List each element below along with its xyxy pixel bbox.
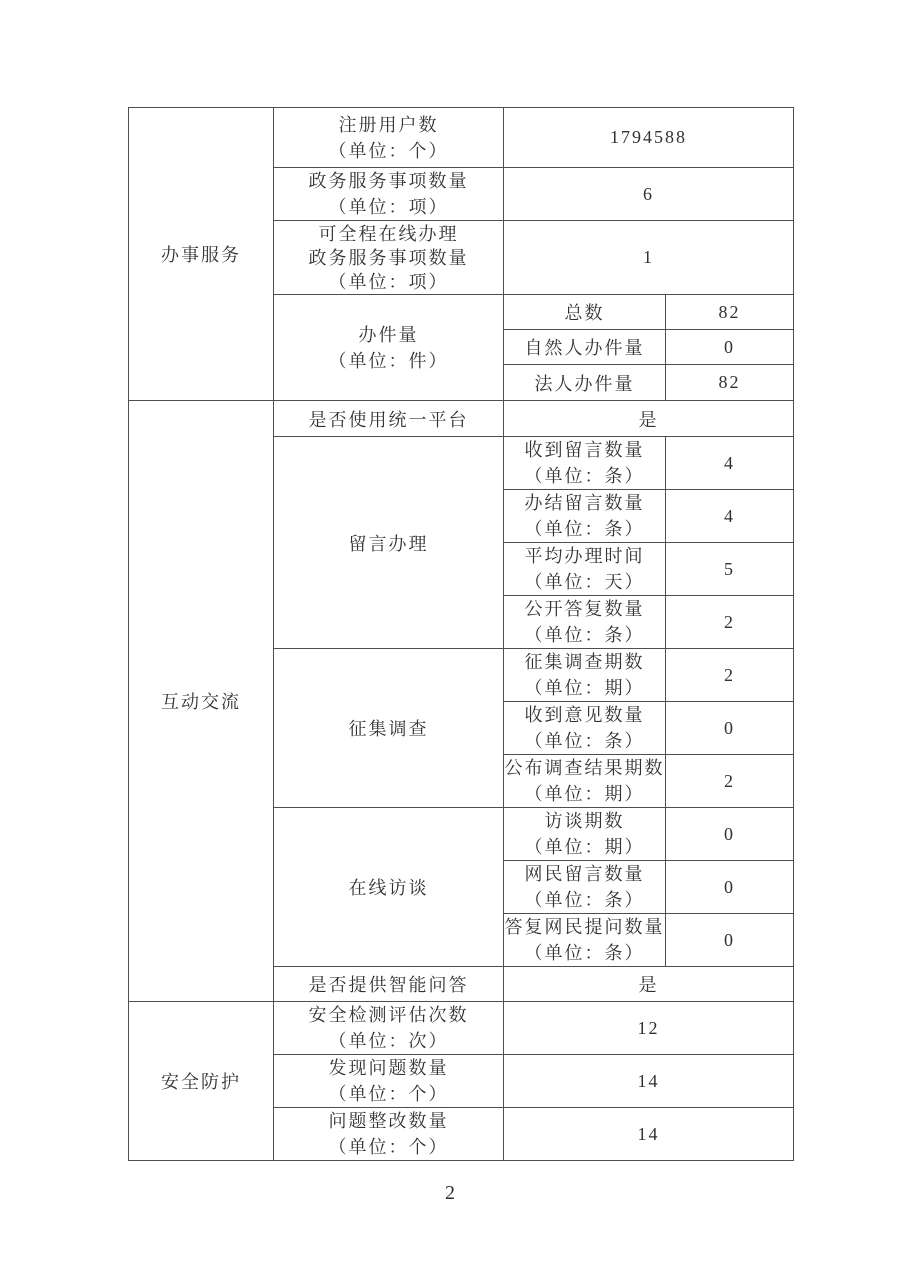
submetric-value: 82 — [666, 365, 794, 401]
submetric-label — [504, 914, 666, 967]
metric-unit-text: （单位：项） — [328, 197, 449, 217]
metric-label-text: 安全检测评估次数 — [308, 1005, 469, 1025]
submetric-label — [504, 490, 666, 543]
metric-label-text: 问题整改数量 — [328, 1111, 449, 1131]
submetric-label-text: 征集调查期数 — [524, 652, 645, 672]
submetric-label: 总数 — [504, 295, 666, 330]
group-label-survey: 征集调查 — [274, 649, 504, 808]
metric-label-text: 发现问题数量 — [328, 1058, 449, 1078]
group-label-banjianliang — [274, 295, 504, 401]
submetric-value: 4 — [666, 437, 794, 490]
submetric-value: 2 — [666, 755, 794, 808]
table-row — [129, 401, 794, 437]
section-label-service: 办事服务 — [129, 108, 274, 401]
metric-label — [274, 221, 504, 295]
submetric-label-text: 收到留言数量 — [524, 440, 645, 460]
metric-label — [274, 1002, 504, 1055]
submetric-value: 0 — [666, 914, 794, 967]
submetric-value: 4 — [666, 490, 794, 543]
submetric-value: 0 — [666, 861, 794, 914]
metric-label — [274, 1108, 504, 1161]
metric-value: 1794588 — [504, 108, 794, 168]
submetric-label-text: 办结留言数量 — [524, 493, 645, 513]
submetric-value: 0 — [666, 702, 794, 755]
section-label-security: 安全防护 — [129, 1002, 274, 1161]
metric-value: 1 — [504, 221, 794, 295]
submetric-label — [504, 702, 666, 755]
submetric-label-text: 公开答复数量 — [524, 599, 645, 619]
submetric-value: 2 — [666, 649, 794, 702]
table-row — [129, 108, 794, 168]
submetric-label — [504, 755, 666, 808]
submetric-unit-text: （单位：条） — [524, 890, 645, 910]
metric-label-text: 可全程在线办理 — [318, 223, 459, 244]
submetric-value: 82 — [666, 295, 794, 330]
metric-label — [274, 168, 504, 221]
submetric-label — [504, 649, 666, 702]
metric-label — [274, 1055, 504, 1108]
submetric-label-text: 收到意见数量 — [524, 705, 645, 725]
submetric-unit-text: （单位：期） — [524, 784, 645, 804]
metric-unit-text: （单位：个） — [328, 1137, 449, 1157]
group-unit-text: （单位：件） — [328, 350, 449, 371]
submetric-label-text: 答复网民提问数量 — [504, 917, 665, 937]
submetric-value: 0 — [666, 808, 794, 861]
submetric-label — [504, 543, 666, 596]
group-label-online-interview: 在线访谈 — [274, 808, 504, 967]
submetric-unit-text: （单位：条） — [524, 943, 645, 963]
submetric-value: 0 — [666, 330, 794, 365]
submetric-label-text: 平均办理时间 — [524, 546, 645, 566]
metric-label — [274, 108, 504, 168]
submetric-label-text: 公布调查结果期数 — [504, 758, 665, 778]
table-row — [129, 1002, 794, 1055]
submetric-label: 自然人办件量 — [504, 330, 666, 365]
metric-label: 是否使用统一平台 — [274, 401, 504, 437]
metric-value: 14 — [504, 1055, 794, 1108]
metric-value: 是 — [504, 401, 794, 437]
submetric-unit-text: （单位：条） — [524, 625, 645, 645]
group-label-text: 办件量 — [358, 324, 419, 345]
metric-value: 12 — [504, 1002, 794, 1055]
submetric-label-text: 访谈期数 — [544, 811, 625, 831]
submetric-label-text: 网民留言数量 — [524, 864, 645, 884]
submetric-label: 法人办件量 — [504, 365, 666, 401]
metric-value: 是 — [504, 967, 794, 1002]
metric-unit-text: （单位：个） — [328, 140, 449, 161]
metric-unit-text: （单位：项） — [328, 271, 449, 292]
submetric-unit-text: （单位：条） — [524, 519, 645, 539]
submetric-label — [504, 861, 666, 914]
metric-label-text: 注册用户数 — [338, 114, 439, 135]
metric-unit-text: （单位：次） — [328, 1031, 449, 1051]
metric-label-text: 政务服务事项数量 — [308, 247, 469, 268]
submetric-label — [504, 437, 666, 490]
page-number: 2 — [445, 1182, 455, 1204]
metric-unit-text: （单位：个） — [328, 1084, 449, 1104]
section-label-interaction: 互动交流 — [129, 401, 274, 1002]
submetric-unit-text: （单位：条） — [524, 466, 645, 486]
submetric-label — [504, 596, 666, 649]
submetric-label — [504, 808, 666, 861]
submetric-unit-text: （单位：期） — [524, 837, 645, 857]
submetric-value: 5 — [666, 543, 794, 596]
submetric-unit-text: （单位：期） — [524, 678, 645, 698]
submetric-unit-text: （单位：条） — [524, 731, 645, 751]
metric-label: 是否提供智能问答 — [274, 967, 504, 1002]
submetric-value: 2 — [666, 596, 794, 649]
report-table — [128, 107, 794, 1161]
submetric-unit-text: （单位：天） — [524, 572, 645, 592]
group-label-message-handling: 留言办理 — [274, 437, 504, 649]
metric-label-text: 政务服务事项数量 — [308, 171, 469, 191]
metric-value: 6 — [504, 168, 794, 221]
metric-value: 14 — [504, 1108, 794, 1161]
